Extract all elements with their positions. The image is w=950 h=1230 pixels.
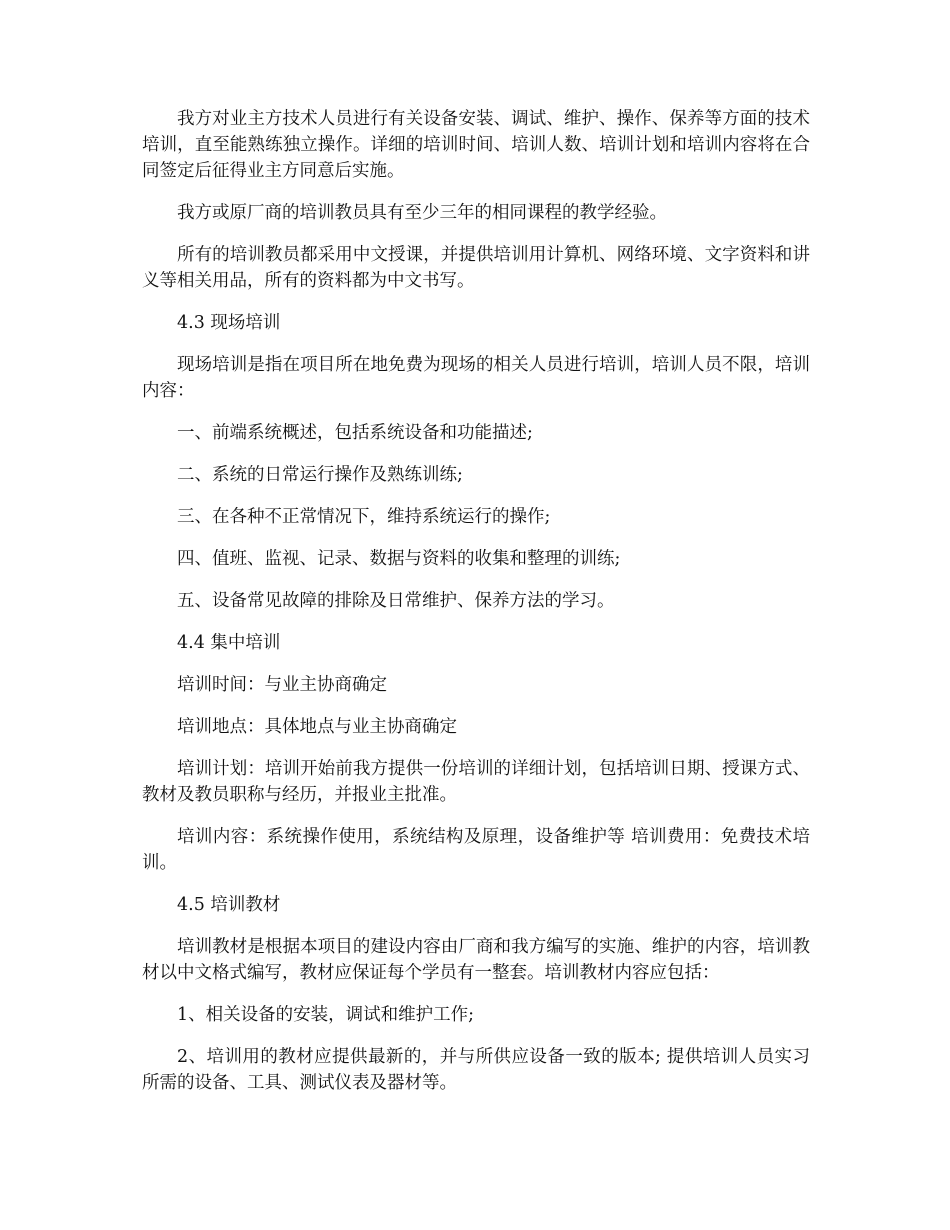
paragraph-training-time: 培训时间：与业主协商确定: [177, 675, 387, 695]
paragraph-training-content: 培训内容：系统操作使用，系统结构及原理，设备维护等 培训费用：免费技术培训。: [142, 827, 810, 873]
paragraph-onsite-training: 现场培训是指在项目所在地免费为现场的相关人员进行培训，培训人员不限，培训内容：: [142, 355, 810, 401]
section-heading-4-3: 4.3 现场培训: [177, 313, 281, 333]
document-body: [142, 106, 810, 1112]
list-item-5: 五、设备常见故障的排除及日常维护、保养方法的学习。: [177, 591, 615, 611]
list-item-1: 一、前端系统概述，包括系统设备和功能描述;: [177, 423, 533, 443]
paragraph-training-materials: 培训教材是根据本项目的建设内容由厂商和我方编写的实施、维护的内容，培训教材以中文格式编写，教材应保证每个学员有一整套。培训教材内容应包括：: [142, 937, 810, 983]
paragraph-chinese-instruction: 所有的培训教员都采用中文授课，并提供培训用计算机、网络环境、文字资料和讲义等相关用品，所有的资料都为中文书写。: [142, 245, 810, 291]
list-item-2: 二、系统的日常运行操作及熟练训练;: [177, 465, 463, 485]
section-heading-4-4: 4.4 集中培训: [177, 633, 281, 653]
list-item-3: 三、在各种不正常情况下，维持系统运行的操作;: [177, 507, 551, 527]
materials-item-1: 1、相关设备的安装，调试和维护工作;: [177, 1005, 475, 1025]
section-heading-4-5: 4.5 培训教材: [177, 895, 281, 915]
paragraph-training-scope: 我方对业主方技术人员进行有关设备安装、调试、维护、操作、保养等方面的技术培训，直至能熟练独立操作。详细的培训时间、培训人数、培训计划和培训内容将在合同签定后征得业主方同意后实施。: [142, 109, 810, 181]
paragraph-training-plan: 培训计划：培训开始前我方提供一份培训的详细计划，包括培训日期、授课方式、教材及教员职称与经历，并报业主批准。: [142, 759, 810, 805]
list-item-4: 四、值班、监视、记录、数据与资料的收集和整理的训练;: [177, 549, 621, 569]
paragraph-instructor-experience: 我方或原厂商的培训教员具有至少三年的相同课程的教学经验。: [177, 203, 667, 223]
materials-item-2: 2、培训用的教材应提供最新的，并与所供应设备一致的版本; 提供培训人员实习所需的设备、工具、测试仪表及器材等。: [142, 1047, 810, 1093]
paragraph-training-location: 培训地点：具体地点与业主协商确定: [177, 717, 457, 737]
